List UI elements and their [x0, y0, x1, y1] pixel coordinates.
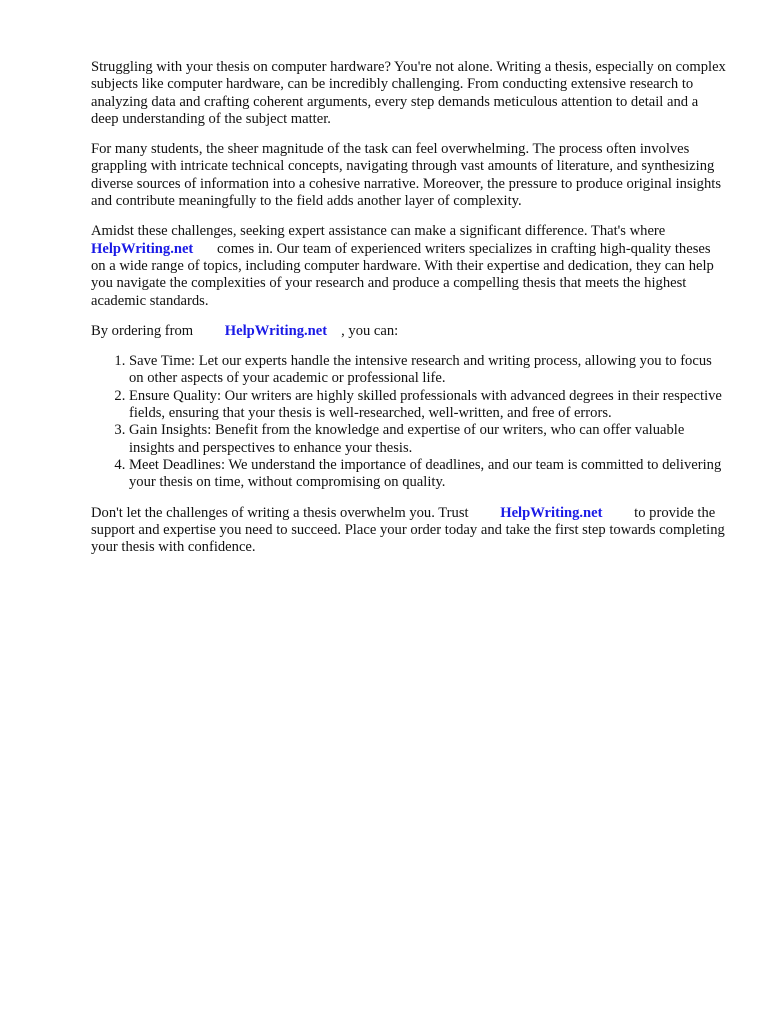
challenges-text: For many students, the sheer magnitude of the task can feel overwhelming. The process often involves grappling with intricate technical concepts, navigating through vast amounts of literature, and synthesizing diverse sources of information into a cohesive narrative. Moreover, the pressure to produce original insights and contribute meaningfully to the field adds another layer of complexity. [91, 141, 722, 210]
closing-paragraph [91, 505, 726, 557]
intro-text: Struggling with your thesis on computer hardware? You're not alone. Writing a thesis, especially on complex subjects like computer hardware, can be incredibly challenging. From conducting extensive research to analyzing data and crafting coherent arguments, every step demands meticulous attention to detail and a deep understanding of the subject matter. [91, 59, 726, 127]
list-item-text: Save Time: Let our experts handle the intensive research and writing process, allowing you to focus on other aspects of your academic or professional life. [129, 353, 712, 387]
assistance-paragraph [91, 223, 726, 309]
assistance-text-after: comes in. Our team of experienced writers specializes in crafting high-quality theses on a wide range of topics, including computer hardware. With their expertise and dedication, they can help you navigate the complexities of your research and produce a compelling thesis that meets the highest academic standards. [91, 240, 714, 309]
challenges-paragraph [91, 141, 726, 210]
helpwriting-link[interactable]: HelpWriting.net [500, 504, 603, 521]
ordering-paragraph [91, 323, 726, 340]
closing-text-before: Don't let the challenges of writing a thesis overwhelm you. Trust [91, 504, 469, 521]
list-item [129, 388, 726, 423]
list-item [129, 353, 726, 388]
assistance-text-before: Amidst these challenges, seeking expert assistance can make a significant difference. That's where [91, 223, 666, 240]
list-item-text: Ensure Quality: Our writers are highly skilled professionals with advanced degrees in their respective fields, ensuring that your thesis is well-researched, well-written, and free of errors. [129, 387, 722, 422]
ordering-text-after: , you can: [341, 322, 399, 339]
intro-paragraph [91, 59, 726, 128]
list-item-text: Meet Deadlines: We understand the importance of deadlines, and our team is committed to delivering your thesis on time, without compromising on quality. [129, 456, 722, 491]
benefits-list [91, 353, 726, 491]
helpwriting-link[interactable]: HelpWriting.net [224, 322, 328, 339]
document-page [91, 59, 726, 569]
closing-text-after: to provide the support and expertise you need to succeed. Place your order today and take the first step towards completing your thesis with confidence. [91, 504, 725, 556]
list-item-text: Gain Insights: Benefit from the knowledge and expertise of our writers, who can offer valuable insights and perspectives to enhance your thesis. [129, 422, 685, 456]
ordering-text-before: By ordering from [91, 322, 194, 339]
list-item [129, 422, 726, 457]
helpwriting-link[interactable]: HelpWriting.net [91, 240, 194, 257]
list-item [129, 457, 726, 492]
